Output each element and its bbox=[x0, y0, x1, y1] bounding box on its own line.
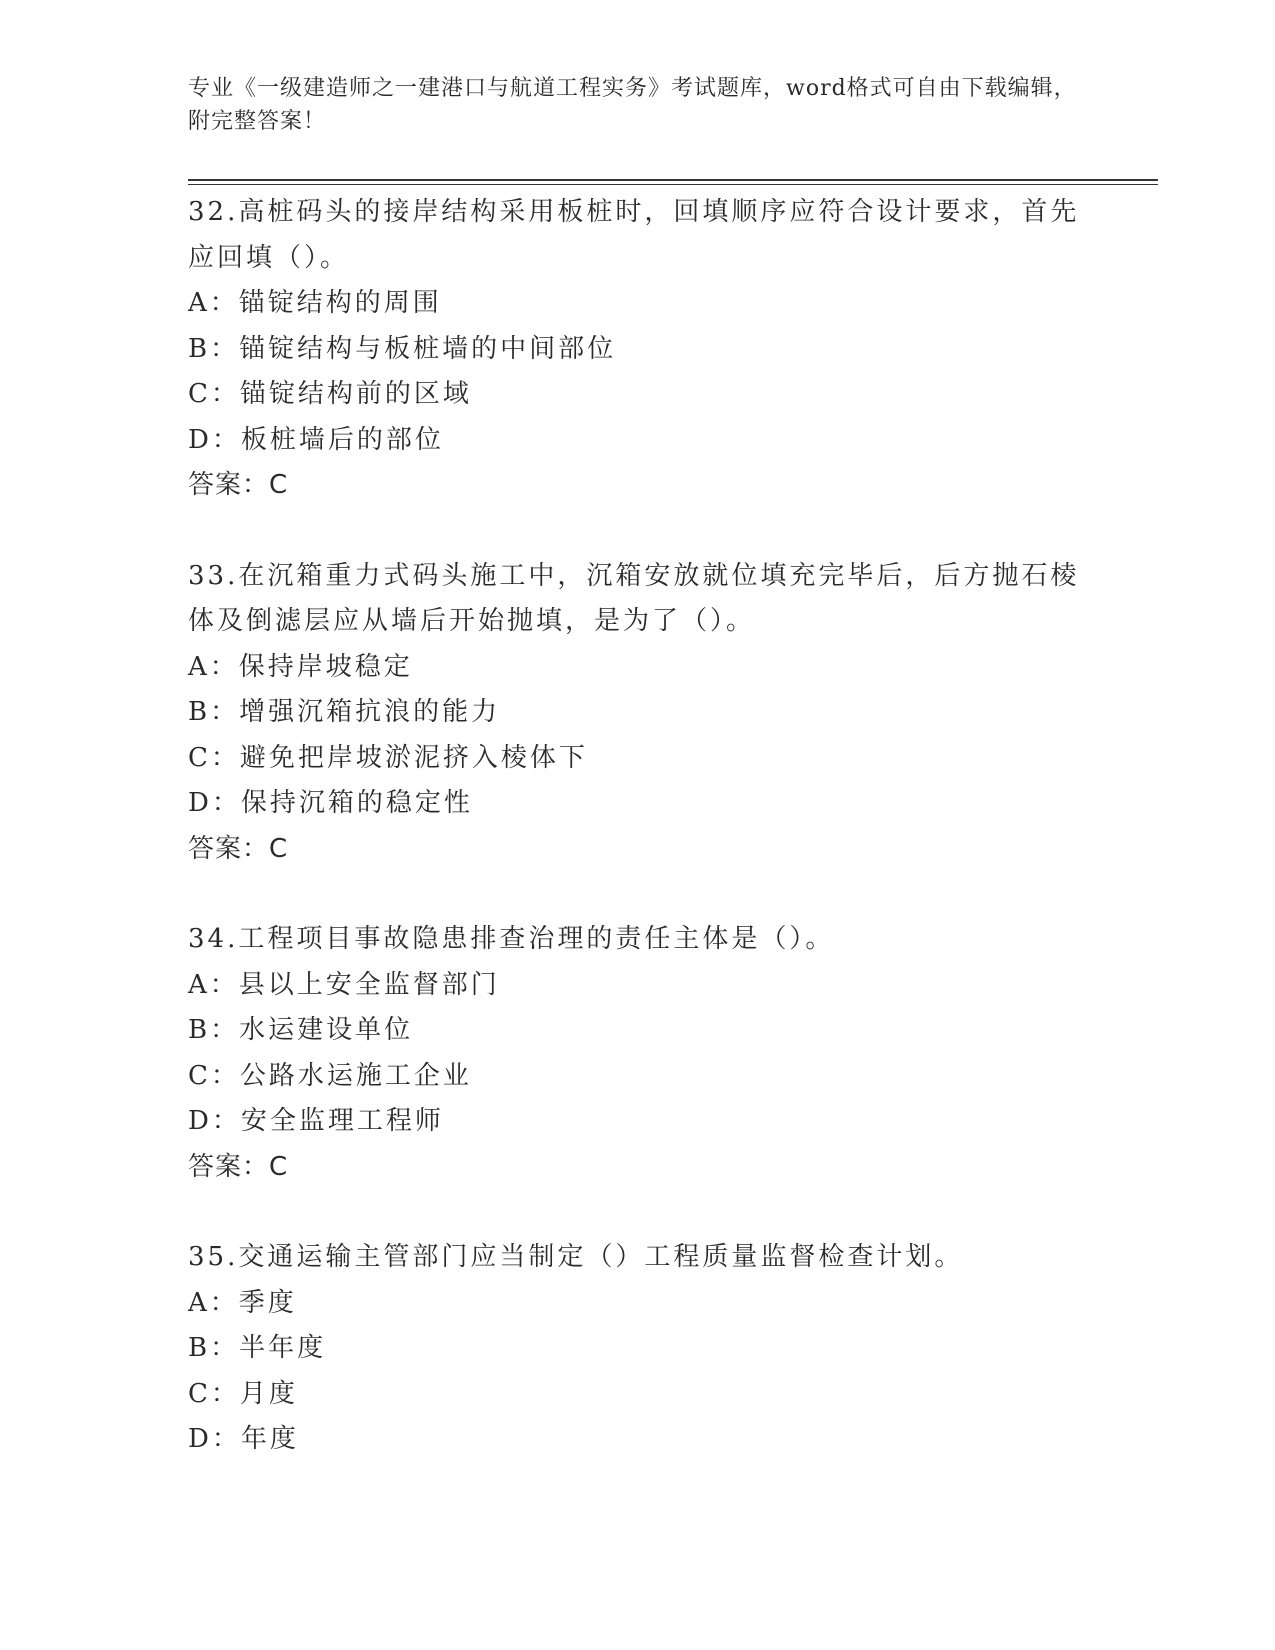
header-rule-thin bbox=[188, 184, 1158, 185]
question-34 bbox=[188, 917, 1088, 1190]
question-spacer bbox=[188, 872, 1088, 917]
question-32 bbox=[188, 190, 1088, 509]
option-d: D：保持沉箱的稳定性 bbox=[188, 788, 473, 818]
answer-line: 答案：C bbox=[188, 470, 289, 500]
document-header: 专业《一级建造师之一建港口与航道工程实务》考试题库，word格式可自由下载编辑，附完整答案！ bbox=[188, 76, 1077, 134]
question-spacer bbox=[188, 1190, 1088, 1235]
question-text: 32.高桩码头的接岸结构采用板桩时，回填顺序应符合设计要求，首先应回填（）。 bbox=[188, 197, 1080, 273]
option-c: C：避免把岸坡淤泥挤入棱体下 bbox=[188, 742, 588, 773]
option-c: C：公路水运施工企业 bbox=[188, 1060, 472, 1091]
option-a: A：保持岸坡稳定 bbox=[188, 651, 413, 682]
option-d: D：安全监理工程师 bbox=[188, 1106, 444, 1136]
question-33 bbox=[188, 554, 1088, 873]
question-text: 35.交通运输主管部门应当制定（）工程质量监督检查计划。 bbox=[188, 1242, 964, 1272]
option-d: D：年度 bbox=[188, 1424, 299, 1454]
option-a: A：锚锭结构的周围 bbox=[188, 288, 442, 318]
question-text: 33.在沉箱重力式码头施工中，沉箱安放就位填充完毕后，后方抛石棱体及倒滤层应从墙后开始抛填，是为了（）。 bbox=[188, 560, 1080, 636]
question-list bbox=[188, 190, 1088, 1463]
question-text: 34.工程项目事故隐患排查治理的责任主体是（）。 bbox=[188, 924, 835, 954]
option-c: C：锚锭结构前的区域 bbox=[188, 379, 472, 409]
option-b: B：锚锭结构与板桩墙的中间部位 bbox=[188, 333, 617, 364]
option-b: B：水运建设单位 bbox=[188, 1015, 414, 1045]
question-spacer bbox=[188, 509, 1088, 554]
option-a: A：季度 bbox=[188, 1287, 297, 1318]
option-b: B：半年度 bbox=[188, 1333, 327, 1363]
option-c: C：月度 bbox=[188, 1378, 298, 1409]
option-a: A：县以上安全监督部门 bbox=[188, 969, 500, 1000]
answer-line: 答案：C bbox=[188, 1151, 289, 1182]
option-d: D：板桩墙后的部位 bbox=[188, 424, 444, 455]
answer-line: 答案：C bbox=[188, 833, 289, 864]
header-rule-thick bbox=[188, 179, 1158, 181]
question-35 bbox=[188, 1235, 1088, 1463]
option-b: B：增强沉箱抗浪的能力 bbox=[188, 697, 501, 727]
